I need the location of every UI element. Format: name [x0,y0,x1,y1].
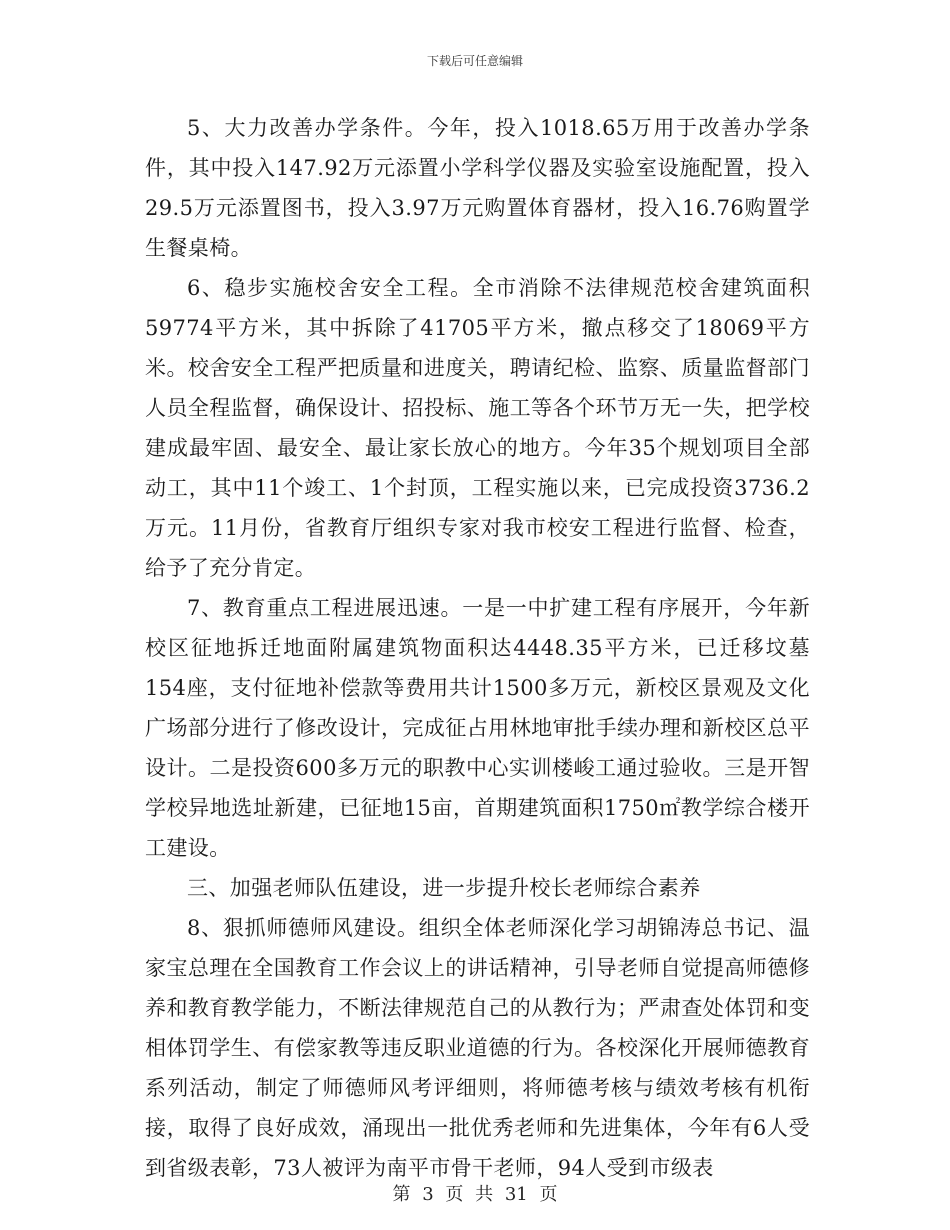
paragraph-8: 8、狠抓师德师风建设。组织全体老师深化学习胡锦涛总书记、温家宝总理在全国教育工作会议上的讲话精神，引导老师自觉提高师德修养和教育教学能力，不断法律规范自己的从教行为；严肃查处体罚和变相体罚学生、有偿家教等违反职业道德的行为。各校深化开展师德教育系列活动，制定了师德师风考评细则，将师德考核与绩效考核有机衔接，取得了良好成效，涌现出一批优秀老师和先进集体，今年有6人受到省级表彰，73人被评为南平市骨干老师，94人受到市级表 [145,916,810,1180]
paragraph-5: 5、大力改善办学条件。今年，投入1018.65万用于改善办学条件，其中投入147.92万元添置小学科学仪器及实验室设施配置，投入29.5万元添置图书，投入3.97万元购置体育器材，投入16.76购置学生餐桌椅。 [145,116,810,260]
page-number: 第 3 页 共 31 页 [392,1184,558,1205]
paragraph-6: 6、稳步实施校舍安全工程。全市消除不法律规范校舍建筑面积59774平方米，其中拆除了41705平方米，撤点移交了18069平方米。校舍安全工程严把质量和进度关，聘请纪检、监察、质量监督部门人员全程监督，确保设计、招投标、施工等各个环节万无一失，把学校建成最牢固、最安全、最让家长放心的地方。今年35个规划项目全部动工，其中11个竣工、1个封顶，工程实施以来，已完成投资3736.2万元。11月份，省教育厅组织专家对我市校安工程进行监督、检查，给予了充分肯定。 [145,276,810,580]
section-heading-3: 三、加强老师队伍建设，进一步提升校长老师综合素养 [187,876,701,900]
document-body [145,108,810,1188]
header-note: 下载后可任意编辑 [426,54,523,68]
paragraph-7: 7、教育重点工程进展迅速。一是一中扩建工程有序展开，今年新校区征地拆迁地面附属建筑物面积达4448.35平方米，已迁移坟墓154座，支付征地补偿款等费用共计1500多万元，新校区景观及文化广场部分进行了修改设计，完成征占用林地审批手续办理和新校区总平设计。二是投资600多万元的职教中心实训楼峻工通过验收。三是开智学校异地选址新建，已征地15亩，首期建筑面积1750㎡教学综合楼开工建设。 [145,596,810,860]
